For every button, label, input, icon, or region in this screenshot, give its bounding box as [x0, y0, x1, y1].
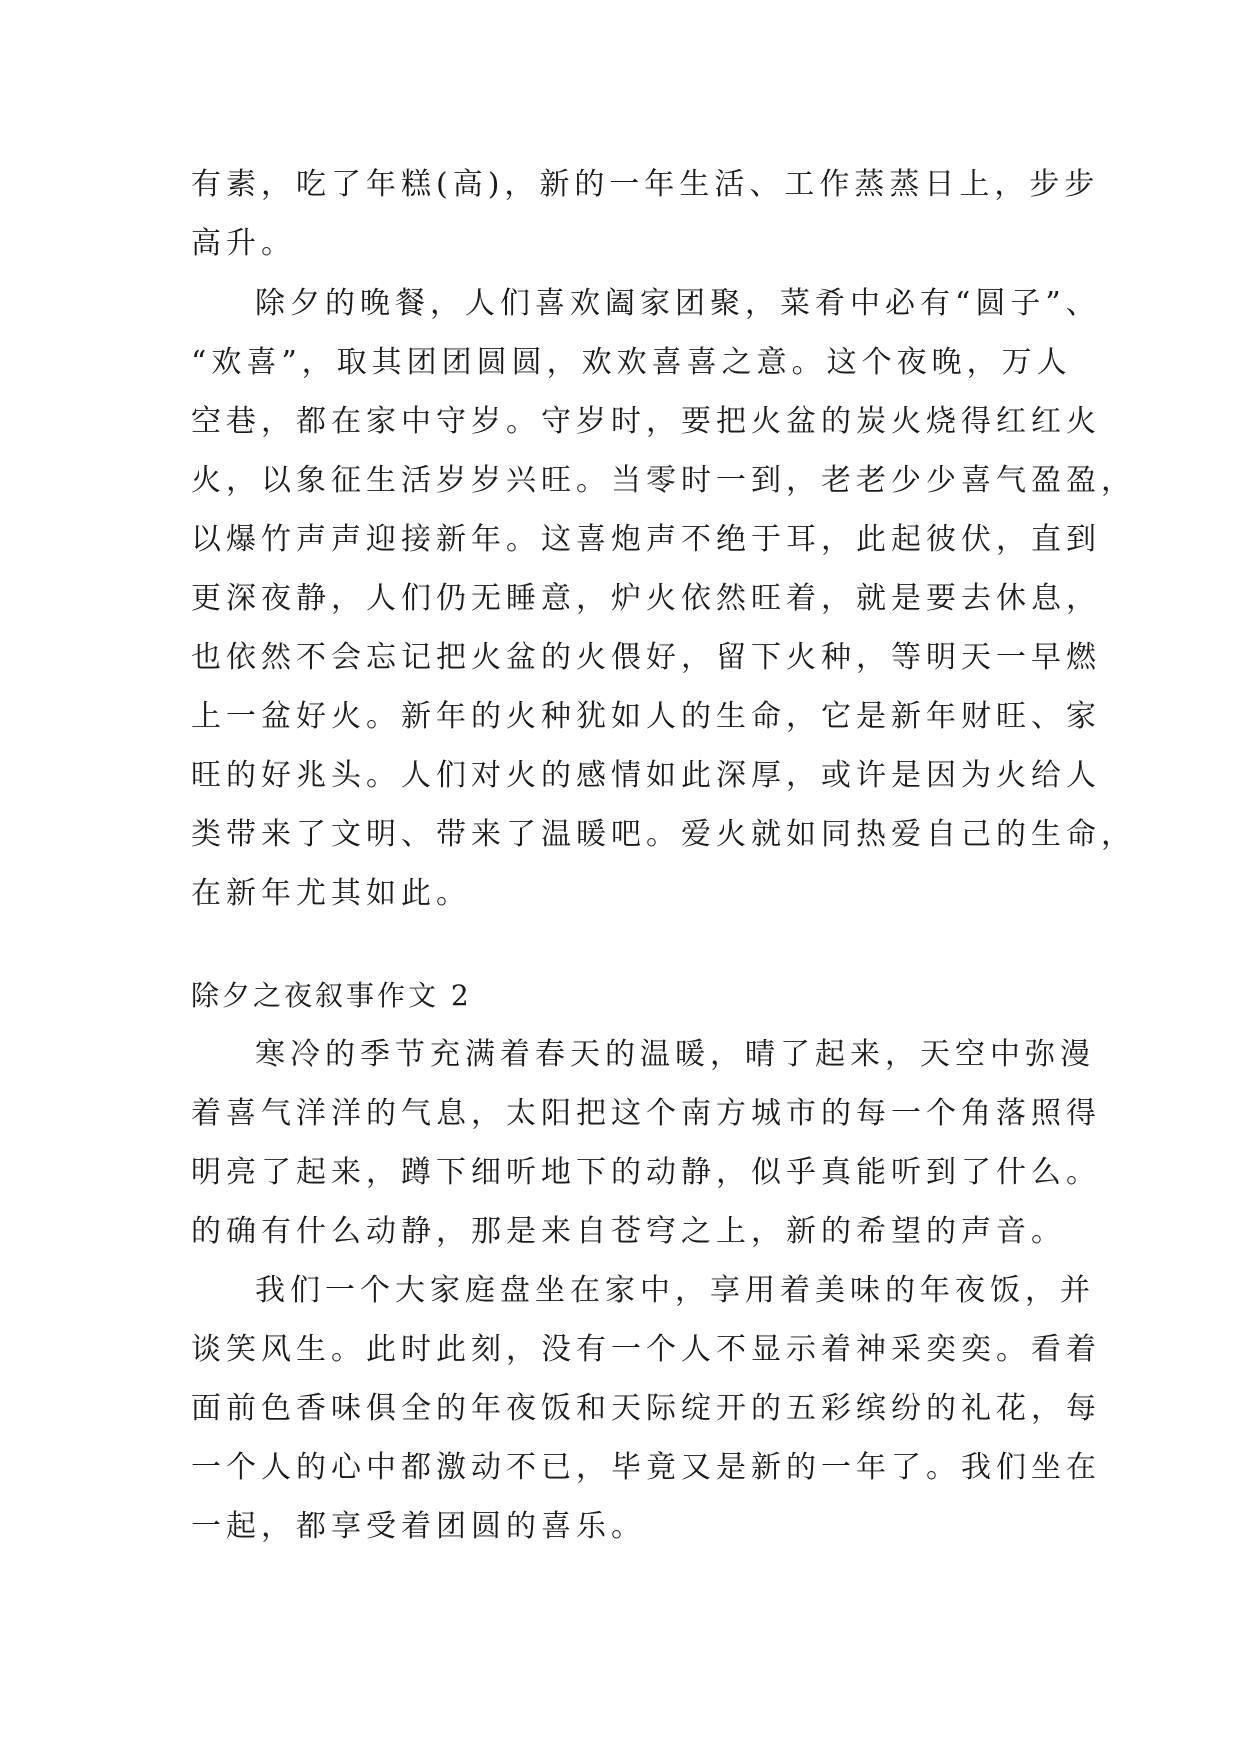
paragraph-line: 着喜气洋洋的气息，太阳把这个南方城市的每一个角落照得: [191, 1096, 1101, 1131]
paragraph-line: 明亮了起来，蹲下细听地下的动静，似乎真能听到了什么。: [191, 1155, 1101, 1190]
paragraph-line: 一起，都享受着团圆的喜乐。: [191, 1509, 646, 1544]
paragraph-line: 面前色香味俱全的年夜饭和天际绽开的五彩缤纷的礼花，每: [191, 1391, 1101, 1426]
paragraph-line: 高升。: [191, 226, 296, 261]
paragraph-line: 除夕的晚餐，人们喜欢阖家团聚，菜肴中必有“圆子”、: [255, 286, 1101, 321]
paragraph-line: 我们一个大家庭盘坐在家中，享用着美味的年夜饭，并: [255, 1273, 1095, 1308]
paragraph-line: 空巷，都在家中守岁。守岁时，要把火盆的炭火烧得红红火: [191, 404, 1101, 439]
paragraph-line: 谈笑风生。此时此刻，没有一个人不显示着神采奕奕。看着: [191, 1332, 1101, 1367]
paragraph-line: 有素，吃了年糕(高)，新的一年生活、工作蒸蒸日上，步步: [191, 167, 1100, 202]
paragraph-line: 上一盆好火。新年的火种犹如人的生命，它是新年财旺、家: [191, 699, 1101, 734]
paragraph-line: “欢喜”，取其团团圆圆，欢欢喜喜之意。这个夜晚，万人: [191, 345, 1072, 380]
paragraph-line: 类带来了文明、带来了温暖吧。爱火就如同热爱自己的生命，: [191, 817, 1136, 852]
paragraph-line: 以爆竹声声迎接新年。这喜炮声不绝于耳，此起彼伏，直到: [191, 522, 1101, 557]
paragraph-line: 的确有什么动静，那是来自苍穹之上，新的希望的声音。: [191, 1214, 1066, 1249]
paragraph-line: 旺的好兆头。人们对火的感情如此深厚，或许是因为火给人: [191, 758, 1101, 793]
paragraph-line: 一个人的心中都激动不已，毕竟又是新的一年了。我们坐在: [191, 1450, 1101, 1485]
section-title: 除夕之夜叙事作文 2: [191, 979, 472, 1012]
paragraph-line: 寒冷的季节充满着春天的温暖，晴了起来，天空中弥漫: [255, 1037, 1095, 1072]
paragraph-line: 也依然不会忘记把火盆的火偎好，留下火种，等明天一早燃: [191, 640, 1101, 675]
paragraph-line: 更深夜静，人们仍无睡意，炉火依然旺着，就是要去休息，: [191, 581, 1101, 616]
paragraph-line: 在新年尤其如此。: [191, 876, 471, 911]
paragraph-line: 火，以象征生活岁岁兴旺。当零时一到，老老少少喜气盈盈，: [191, 463, 1136, 498]
